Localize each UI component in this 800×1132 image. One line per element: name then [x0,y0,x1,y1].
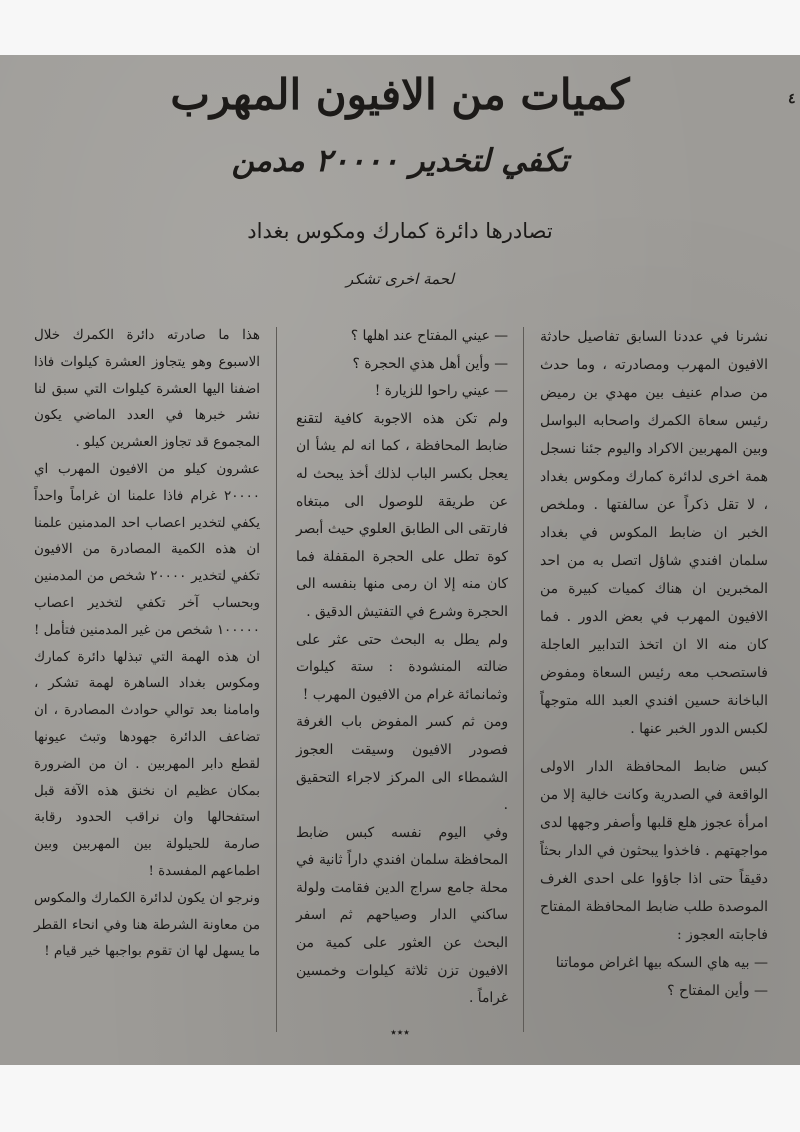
article-subheadline: تكفي لتخدير ٢٠٠٠٠ مدمن [231,143,569,179]
dialogue-line: — وأين أهل هذي الحجرة ؟ [352,355,508,372]
paragraph: ان هذه الهمة التي تبذلها دائرة كمارك ومكوس بغداد الساهرة لهمة تشكر ، وامامنا بعد توالي حوادث المصادرة ، ان تضاعف الدائرة جهودها وتبث عيونها لقطع دابر المهربين . ان من الضرورة بمكان عظيم ان نخنق هذه الآفة قبل استفحالها وان نراقب الحدود رقابة صارمة للحيلولة بين المهربين وبين اطماعهم المفسدة ! [34,649,260,879]
paragraph: ولم تكن هذه الاجوبة كافية لتقنع ضابط المحافظة ، كما انه لم يشأ ان يعجل بكسر الباب لذلك أخذ يبحث له عن طريقة للوصول الى مبتغاه فارتقى الى الطابق العلوي حيث أبصر كوة تطل على الحجرة المقفلة فما كان منه إلا ان رمى منها بنفسه الى الحجرة وشرع في التفتيش الدقيق . [296,410,508,620]
article-deck: تصادرها دائرة كمارك ومكوس بغداد [247,219,553,243]
paragraph: ولم يطل به البحث حتى عثر على ضالته المنشودة : ستة كيلوات وثمانمائة غرام من الافيون المهرب ! [296,631,508,703]
paragraph: عشرون كيلو من الافيون المهرب اي ٢٠٠٠٠ غرام فاذا علمنا ان غراماً واحداً يكفي لتخدير اعصاب احد المدمنين علمنا ان هذه الكمية المصادرة من الافيون تكفي لتخدير ٢٠٠٠٠ شخص من المدمنين وبحساب آخر تكفي لتخدير اعصاب ١٠٠٠٠٠ شخص من غير المدمنين فتأمل ! [34,461,260,638]
article-headline: كميات من الافيون المهرب [170,70,630,119]
dialogue-line: — وأين المفتاح ؟ [667,983,768,999]
dialogue-line: — بيه هاي السكه بيها اغراض موماتنا [555,955,768,971]
column-divider-left [276,327,277,1032]
paragraph: ونرجو ان يكون لدائرة الكمارك والمكوس من معاونة الشرطة هنا وفي انحاء القطر ما يسهل لها ان تقوم بواجبها خير قيام ! [34,890,260,960]
paragraph: ومن ثم كسر المفوض باب الغرفة فصودر الافيون وسيقت العجوز الشمطاء الى المركز لاجراء التحقيق . [296,714,508,814]
column-divider-right [523,327,524,1032]
dialogue-line: — عيني المفتاح عند اهلها ؟ [350,328,508,344]
column-right [540,323,768,1005]
article-byline: لحمة اخرى تشكر [345,270,455,288]
column-middle [296,323,508,1013]
page-number: ٤ [788,91,796,107]
paragraph: نشرنا في عددنا السابق تفاصيل حادثة الافيون المهرب ومصادرته ، وما حدث من صدام عنيف بين مهدي بن رميض رئيس سعاة الكمرك واصحابه البواسل وبين المهربين الاكراد واليوم جئنا نسجل همة اخرى لدائرة كمارك ومكوس بغداد ، لا تقل ذكراً عن سالفتها . وملخص الخبر ان ضابط المكوس في بغداد سلمان افندي شاؤل اتصل به من احد المخبرين ان هناك كميات كبيرة من الافيون المهرب في بعض الدور . فما كان منه الا ان اتخذ التدابير العاجلة فاستصحب معه رئيس السعاة ومفوض الباخانة حسين افندي العبد الله متوجهاً لكبس الدور الخبر عنها . [540,329,768,737]
newspaper-page [0,55,800,1065]
paragraph: كبس ضابط المحافظة الدار الاولى الواقعة في الصدرية وكانت خالية إلا من امرأة عجوز هلع قلبها وأصفر وجهها لدى مواجهتهم . فاخذوا يبحثون في الدار بحثاً دقيقاً حتى اذا جاؤوا على احدى الغرف الموصدة طلب ضابط المحافظة المفتاح فاجابته العجوز : [540,759,768,943]
column-left [34,323,260,966]
section-separator: ٭٭٭ [390,1025,410,1039]
paragraph: هذا ما صادرته دائرة الكمرك خلال الاسبوع وهو يتجاوز العشرة كيلوات فاذا اضفنا اليها العشرة كيلوات التي سبق لنا نشر خبرها في العدد الماضي يكون المجموع قد تجاوز العشرين كيلو . [34,328,260,451]
paragraph: وفي اليوم نفسه كبس ضابط المحافظة سلمان افندي داراً ثانية في محلة جامع سراج الدين فقامت ولولة ساكني الدار وصياحهم ثم اسفر البحث عن العثور على كمية من الافيون تزن ثلاثة كيلوات وخمسين غراماً . [296,824,508,1007]
dialogue-line: — عيني راحوا للزيارة ! [374,383,508,400]
